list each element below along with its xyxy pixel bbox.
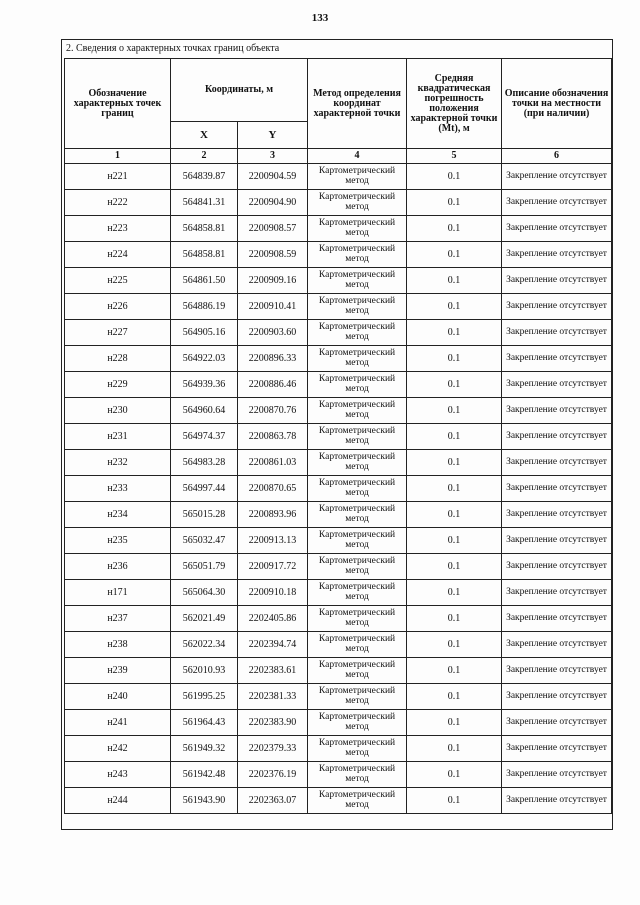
- cell-method: Картометрический метод: [308, 190, 407, 216]
- cell-point: н225: [65, 268, 171, 294]
- cell-x: 564983.28: [171, 450, 238, 476]
- cell-x: 565064.30: [171, 580, 238, 606]
- cell-point: н240: [65, 684, 171, 710]
- cell-error: 0.1: [407, 294, 502, 320]
- cell-desc: Закрепление отсутствует: [502, 372, 612, 398]
- cell-y: 2202405.86: [238, 606, 308, 632]
- column-number: 2: [171, 149, 238, 164]
- cell-error: 0.1: [407, 164, 502, 190]
- cell-y: 2200910.18: [238, 580, 308, 606]
- cell-point: н221: [65, 164, 171, 190]
- cell-error: 0.1: [407, 528, 502, 554]
- cell-x: 561943.90: [171, 788, 238, 814]
- cell-desc: Закрепление отсутствует: [502, 450, 612, 476]
- table-row: [65, 554, 612, 580]
- cell-x: 565015.28: [171, 502, 238, 528]
- table-row: [65, 164, 612, 190]
- cell-x: 564858.81: [171, 242, 238, 268]
- cell-y: 2200904.59: [238, 164, 308, 190]
- cell-method: Картометрический метод: [308, 164, 407, 190]
- cell-error: 0.1: [407, 450, 502, 476]
- cell-desc: Закрепление отсутствует: [502, 346, 612, 372]
- cell-desc: Закрепление отсутствует: [502, 424, 612, 450]
- header-error: Средняя квадратическая погрешность положения характерной точки (Mt), м: [407, 59, 502, 149]
- cell-error: 0.1: [407, 684, 502, 710]
- cell-error: 0.1: [407, 658, 502, 684]
- cell-desc: Закрепление отсутствует: [502, 528, 612, 554]
- cell-point: н236: [65, 554, 171, 580]
- cell-y: 2202363.07: [238, 788, 308, 814]
- cell-method: Картометрический метод: [308, 606, 407, 632]
- cell-y: 2200870.76: [238, 398, 308, 424]
- table-row: [65, 476, 612, 502]
- cell-point: н227: [65, 320, 171, 346]
- column-number: 4: [308, 149, 407, 164]
- cell-y: 2200886.46: [238, 372, 308, 398]
- cell-error: 0.1: [407, 242, 502, 268]
- cell-method: Картометрический метод: [308, 684, 407, 710]
- table-row: [65, 294, 612, 320]
- section-title: 2. Сведения о характерных точках границ объекта: [66, 43, 280, 54]
- cell-y: 2200909.16: [238, 268, 308, 294]
- cell-desc: Закрепление отсутствует: [502, 242, 612, 268]
- header-coords: Координаты, м: [171, 59, 308, 122]
- table-row: [65, 658, 612, 684]
- table-row: [65, 580, 612, 606]
- cell-method: Картометрический метод: [308, 294, 407, 320]
- cell-x: 564858.81: [171, 216, 238, 242]
- cell-y: 2200896.33: [238, 346, 308, 372]
- cell-point: н231: [65, 424, 171, 450]
- cell-y: 2200870.65: [238, 476, 308, 502]
- cell-x: 562010.93: [171, 658, 238, 684]
- table-row: [65, 710, 612, 736]
- cell-method: Картометрический метод: [308, 762, 407, 788]
- cell-y: 2200863.78: [238, 424, 308, 450]
- cell-x: 565032.47: [171, 528, 238, 554]
- cell-y: 2200893.96: [238, 502, 308, 528]
- cell-point: н224: [65, 242, 171, 268]
- cell-x: 564974.37: [171, 424, 238, 450]
- cell-desc: Закрепление отсутствует: [502, 554, 612, 580]
- cell-y: 2200908.59: [238, 242, 308, 268]
- cell-error: 0.1: [407, 554, 502, 580]
- cell-method: Картометрический метод: [308, 242, 407, 268]
- table-row: [65, 268, 612, 294]
- cell-point: н229: [65, 372, 171, 398]
- cell-point: н223: [65, 216, 171, 242]
- cell-x: 561995.25: [171, 684, 238, 710]
- cell-method: Картометрический метод: [308, 346, 407, 372]
- header-x: X: [171, 122, 238, 149]
- cell-method: Картометрический метод: [308, 320, 407, 346]
- cell-method: Картометрический метод: [308, 658, 407, 684]
- table-row: [65, 320, 612, 346]
- cell-x: 565051.79: [171, 554, 238, 580]
- cell-x: 564960.64: [171, 398, 238, 424]
- cell-error: 0.1: [407, 736, 502, 762]
- cell-method: Картометрический метод: [308, 398, 407, 424]
- boundary-points-table: [64, 58, 612, 814]
- table-row: [65, 684, 612, 710]
- cell-y: 2200917.72: [238, 554, 308, 580]
- cell-method: Картометрический метод: [308, 710, 407, 736]
- cell-desc: Закрепление отсутствует: [502, 658, 612, 684]
- cell-error: 0.1: [407, 502, 502, 528]
- cell-error: 0.1: [407, 216, 502, 242]
- cell-error: 0.1: [407, 424, 502, 450]
- table-row: [65, 424, 612, 450]
- cell-error: 0.1: [407, 476, 502, 502]
- cell-point: н244: [65, 788, 171, 814]
- cell-desc: Закрепление отсутствует: [502, 736, 612, 762]
- cell-x: 561964.43: [171, 710, 238, 736]
- cell-x: 562022.34: [171, 632, 238, 658]
- cell-desc: Закрепление отсутствует: [502, 476, 612, 502]
- cell-error: 0.1: [407, 580, 502, 606]
- cell-desc: Закрепление отсутствует: [502, 164, 612, 190]
- cell-method: Картометрический метод: [308, 580, 407, 606]
- cell-error: 0.1: [407, 788, 502, 814]
- cell-method: Картометрический метод: [308, 216, 407, 242]
- table-row: [65, 762, 612, 788]
- cell-method: Картометрический метод: [308, 554, 407, 580]
- cell-desc: Закрепление отсутствует: [502, 268, 612, 294]
- table-row: [65, 398, 612, 424]
- cell-point: н171: [65, 580, 171, 606]
- cell-error: 0.1: [407, 190, 502, 216]
- cell-x: 564861.50: [171, 268, 238, 294]
- cell-error: 0.1: [407, 632, 502, 658]
- cell-method: Картометрический метод: [308, 788, 407, 814]
- cell-x: 562021.49: [171, 606, 238, 632]
- cell-x: 564939.36: [171, 372, 238, 398]
- cell-y: 2202383.90: [238, 710, 308, 736]
- cell-x: 564839.87: [171, 164, 238, 190]
- cell-desc: Закрепление отсутствует: [502, 502, 612, 528]
- cell-y: 2202379.33: [238, 736, 308, 762]
- table-row: [65, 372, 612, 398]
- table-row: [65, 346, 612, 372]
- cell-point: н222: [65, 190, 171, 216]
- cell-error: 0.1: [407, 268, 502, 294]
- cell-y: 2202381.33: [238, 684, 308, 710]
- cell-error: 0.1: [407, 606, 502, 632]
- cell-y: 2200910.41: [238, 294, 308, 320]
- cell-method: Картометрический метод: [308, 424, 407, 450]
- cell-desc: Закрепление отсутствует: [502, 580, 612, 606]
- cell-y: 2200904.90: [238, 190, 308, 216]
- column-number: 3: [238, 149, 308, 164]
- cell-method: Картометрический метод: [308, 476, 407, 502]
- table-row: [65, 606, 612, 632]
- cell-x: 564922.03: [171, 346, 238, 372]
- column-number: 6: [502, 149, 612, 164]
- cell-desc: Закрепление отсутствует: [502, 190, 612, 216]
- cell-error: 0.1: [407, 762, 502, 788]
- cell-point: н230: [65, 398, 171, 424]
- cell-desc: Закрепление отсутствует: [502, 684, 612, 710]
- cell-x: 564886.19: [171, 294, 238, 320]
- cell-method: Картометрический метод: [308, 528, 407, 554]
- header-point: Обозначение характерных точек границ: [65, 59, 171, 149]
- cell-x: 561949.32: [171, 736, 238, 762]
- cell-desc: Закрепление отсутствует: [502, 320, 612, 346]
- cell-y: 2200903.60: [238, 320, 308, 346]
- table-row: [65, 242, 612, 268]
- cell-desc: Закрепление отсутствует: [502, 294, 612, 320]
- header-y: Y: [238, 122, 308, 149]
- cell-point: н239: [65, 658, 171, 684]
- cell-error: 0.1: [407, 372, 502, 398]
- cell-x: 564905.16: [171, 320, 238, 346]
- cell-desc: Закрепление отсутствует: [502, 398, 612, 424]
- cell-desc: Закрепление отсутствует: [502, 606, 612, 632]
- table-row: [65, 190, 612, 216]
- table-row: [65, 632, 612, 658]
- cell-error: 0.1: [407, 346, 502, 372]
- cell-method: Картометрический метод: [308, 502, 407, 528]
- cell-error: 0.1: [407, 398, 502, 424]
- page-number: 133: [311, 12, 329, 24]
- cell-point: н243: [65, 762, 171, 788]
- column-number: 5: [407, 149, 502, 164]
- cell-point: н234: [65, 502, 171, 528]
- cell-desc: Закрепление отсутствует: [502, 216, 612, 242]
- cell-error: 0.1: [407, 320, 502, 346]
- table-row: [65, 528, 612, 554]
- cell-desc: Закрепление отсутствует: [502, 710, 612, 736]
- table-body: [65, 164, 612, 814]
- table-row: [65, 788, 612, 814]
- cell-point: н237: [65, 606, 171, 632]
- cell-method: Картометрический метод: [308, 268, 407, 294]
- table-row: [65, 450, 612, 476]
- cell-y: 2202383.61: [238, 658, 308, 684]
- cell-point: н235: [65, 528, 171, 554]
- cell-point: н242: [65, 736, 171, 762]
- cell-y: 2202376.19: [238, 762, 308, 788]
- cell-error: 0.1: [407, 710, 502, 736]
- cell-x: 564841.31: [171, 190, 238, 216]
- cell-point: н241: [65, 710, 171, 736]
- cell-y: 2200861.03: [238, 450, 308, 476]
- cell-y: 2202394.74: [238, 632, 308, 658]
- cell-point: н233: [65, 476, 171, 502]
- table-row: [65, 502, 612, 528]
- cell-y: 2200908.57: [238, 216, 308, 242]
- cell-point: н226: [65, 294, 171, 320]
- cell-method: Картометрический метод: [308, 450, 407, 476]
- cell-point: н228: [65, 346, 171, 372]
- table-row: [65, 216, 612, 242]
- cell-x: 561942.48: [171, 762, 238, 788]
- cell-desc: Закрепление отсутствует: [502, 788, 612, 814]
- cell-method: Картометрический метод: [308, 372, 407, 398]
- cell-point: н238: [65, 632, 171, 658]
- column-number: 1: [65, 149, 171, 164]
- header-description: Описание обозначения точки на местности (при наличии): [502, 59, 612, 149]
- cell-x: 564997.44: [171, 476, 238, 502]
- cell-method: Картометрический метод: [308, 632, 407, 658]
- cell-y: 2200913.13: [238, 528, 308, 554]
- table-row: [65, 736, 612, 762]
- cell-method: Картометрический метод: [308, 736, 407, 762]
- cell-point: н232: [65, 450, 171, 476]
- cell-desc: Закрепление отсутствует: [502, 632, 612, 658]
- cell-desc: Закрепление отсутствует: [502, 762, 612, 788]
- header-method: Метод определения координат характерной точки: [308, 59, 407, 149]
